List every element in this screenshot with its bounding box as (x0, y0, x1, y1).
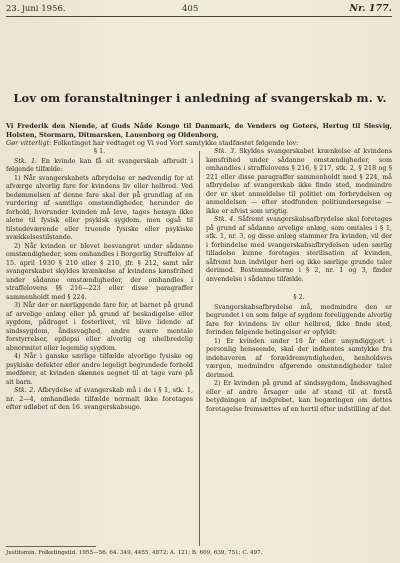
gor-vitterligt: Gør vitterligt: (6, 139, 52, 148)
s1-stk1 (6, 158, 193, 175)
s1-item3: 3) Når der er nærliggende fare for, at barnet på grund af arvelige anlæg eller på grund af beskadigelse eller sygdom, pådraget i fosterlivet, vil blive lidende af sindssygdom, åndssvaghed, andre svære mentale forstyrrelser, epilepsi eller alvorlig og uhelbredelig abnormitet eller legemlig sygdom. (6, 302, 193, 352)
s1-stk2-label: Stk. 2. (14, 387, 36, 395)
s1-stk4 (206, 216, 392, 284)
law-title: Lov om foranstaltninger i anledning af svangerskab m. v. (13, 91, 387, 105)
s1-stk2-text: Afbrydelse af svangerskab må i de i § 1, stk. 1, nr. 2—4, omhandlede tilfælde normalt ikke foretages efter udløbet af den 16. svangerskabsuge. (6, 387, 193, 412)
s1-stk1-label: Stk. 1. (14, 157, 38, 165)
header-law-number: Nr. 177. (349, 3, 392, 14)
s2-item2: 2) Er kvinden på grund af sindssygdom, åndssvaghed eller af andre årsager ude af stand til at forstå betydningen af indgrebet, kan begæringen om dettes foretagelse fremsættes af en hertil efter indstilling af det (206, 380, 392, 413)
section-2-heading: § 2. (293, 294, 305, 302)
page-header (6, 2, 392, 16)
header-page-number: 405 (182, 4, 199, 14)
s1-stk2 (6, 387, 193, 413)
left-column (6, 148, 193, 413)
s1-stk4-text: Såfremt svangerskabsafbrydelse skal foretages på grund af sådanne arvelige anlæg, som omtales i § 1, stk. 1, nr. 3, og disse anlæg stammer fra kvinden, vil der i forbindelse med svangerskabsafbrydelsen uden særlig tilladelse kunne foretages sterilisation af kvinden, såfremt hun indvilger heri og ikke særlige grunde taler derimod. Bestemmelserne i § 2, nr. 1 og 3, finder anvendelse i sådanne tilfælde. (206, 216, 392, 283)
s1-stk3-label: Stk. 3. (214, 148, 236, 155)
right-column (206, 148, 392, 414)
s2-intro: Svangerskabsafbrydelse må, medmindre den er begrundet i en som følge af sygdom foreliggende alvorlig fare for kvindens liv eller helbred, ikke finde sted, forinden følgende betingelser er opfyldt: (206, 303, 392, 337)
king-title: af Guds Nåde Konge til Danmark, de Venders og Goters, Hertug til Slesvig, Holsten, Stormarn, Ditmarsken, Lauenborg og Oldenborg, (6, 122, 392, 139)
s2-item1: 1) Er kvinden under 18 år eller umyndiggjort i personlig henseende, skal der indhentes samtykke fra indehaveren af forældremyndigheden, henholdsvis værgen, medmindre afgørende omstændigheder taler derimod. (206, 337, 392, 379)
header-rule (6, 16, 392, 17)
enactment-clause: Folketinget har vedtaget og Vi ved Vort samtykke stadfæstet følgende lov: (53, 139, 299, 148)
s1-stk4-label: Stk. 4. (214, 216, 236, 224)
s1-stk1-text: En kvinde kan få sit svangerskab afbrudt i følgende tilfælde: (6, 157, 193, 174)
s1-item2: 2) Når kvinden er blevet besvangret under sådanne omstændigheder, som omhandles i Borgerlig Straffelov af 15. april 1930 § 210 eller § 210, jfr. § 212, samt når svangerskabet skyldes krænkelse af kvindens kønsfrihed under sådanne omstændigheder, der omhandles i straffelovens §§ 216—223 eller disse paragraffer sammenholdt med § 224. (6, 242, 193, 301)
king-name: Vi Frederik den Niende, (6, 122, 98, 130)
footnote-rule (6, 546, 96, 547)
header-date: 23. juni 1956. (6, 4, 66, 14)
s1-item1: 1) Når svangerskabets afbrydelse er nødvendig for at afværge alvorlig fare for kvindens liv eller helbred. Ved bedømmelsen af denne fare skal der på grundlag af en vurdering af samtlige omstændigheder, herunder de forhold, hvorunder kvinden må leve, tages hensyn ikke alene til fysisk eller psykisk sygdom, men også til tilstedeværende eller truende fysiske eller psykiske svækkelsestilstande. (6, 174, 193, 242)
section-1-heading: § 1. (93, 148, 106, 155)
column-divider (199, 151, 200, 546)
s1-item4: 4) Når i ganske særlige tilfælde alvorlige fysiske og psykiske defekter eller andre legeligt begrundede forhold medfører, at kvinden skønnes uegnet til at tage vare på sit barn. (6, 353, 193, 386)
s1-stk3 (206, 148, 392, 216)
preamble (6, 122, 392, 148)
section-gap (206, 284, 392, 294)
s1-stk3-text: Skyldes svangerskabet krænkelse af kvindens kønsfrihed under sådanne omstændigheder, som omhandles i straffelovens § 216, § 217, stk. 2, § 218 og § 221 eller disse paragraffer sammenholdt med § 224, må afbrydelse af svangerskab ikke finde sted, medmindre der er sket anmeldelse til politiet om forbrydelsen og anmeldelsen — efter stedfunden politiundersøgelse — ikke er afvist som urigtig. (206, 148, 392, 215)
footnote: Justitsmin. Folketingstid. 1955—56. 64. 349, 4455, 4872; A. 121; B. 609, 639, 751; C. 497. (6, 550, 263, 556)
